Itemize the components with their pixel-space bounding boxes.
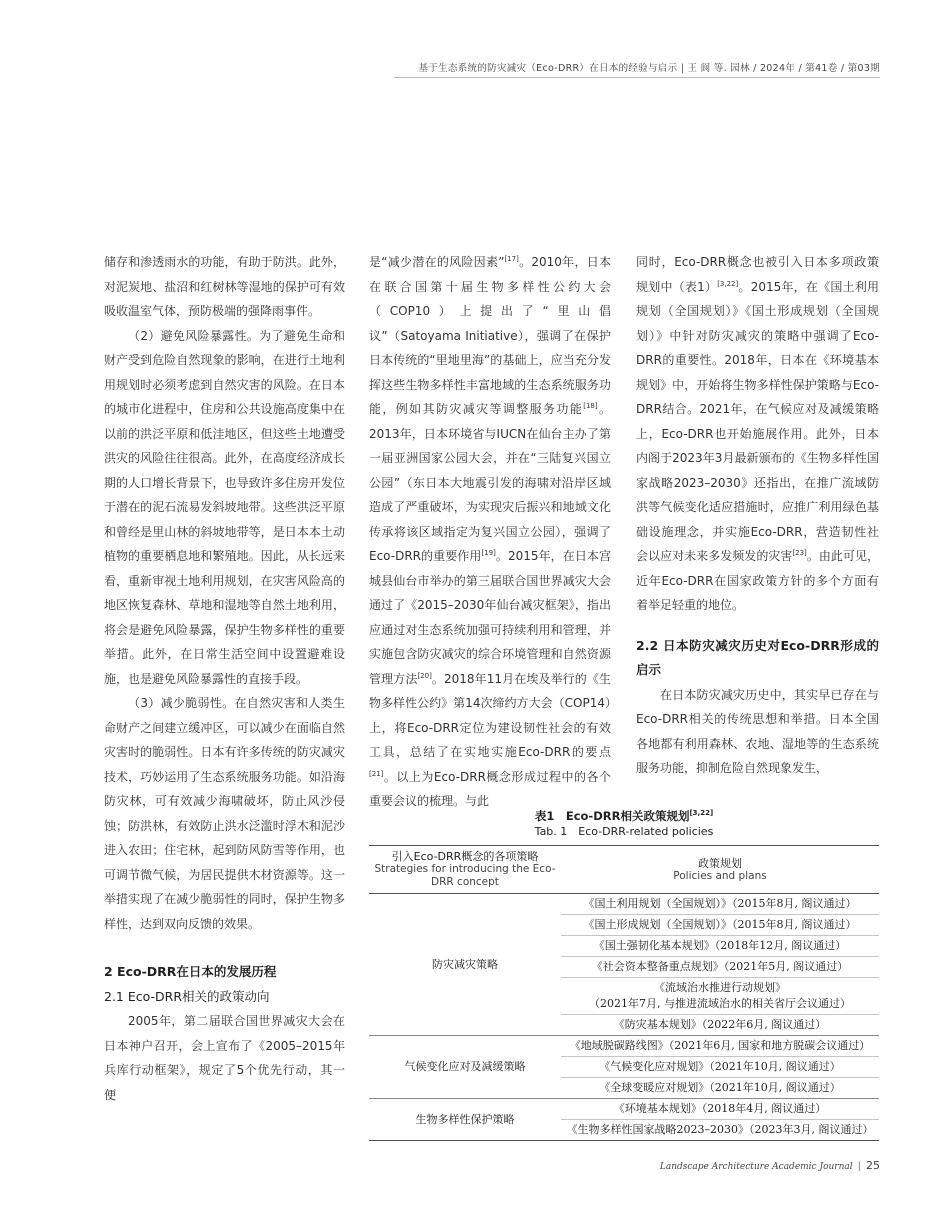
caption-text: 表1 Eco-DRR相关政策规划 [534, 809, 690, 823]
policy-cell: 《防灾基本规划》（2022年6月, 阁议通过） [561, 1015, 879, 1036]
category-cell: 防灾减灾策略 [369, 894, 561, 1036]
paragraph: 在日本防灾减灾历史中，其实早已存在与Eco-DRR相关的传统思想和举措。日本全国各地都有利用森林、农地、湿地等的生态系统服务功能，抑制危险自然现象发生， [636, 687, 879, 775]
subsection-heading: 2.1 Eco-DRR相关的政策动向 [104, 988, 270, 1004]
running-header: 基于生态系统的防灾减灾（Eco-DRR）在日本的经验与启示 | 王 阆 等. 园林 / 2024年 / 第41卷 / 第03期 [418, 63, 880, 74]
policy-cell: 《国土利用规划（全国规划）》（2015年8月, 阁议通过） [561, 894, 879, 915]
paragraph: （2）避免风险暴露性。为了避免生命和财产受到危险自然现象的影响，在进行土地利用规划时必须考虑到自然灾害的风险。在日本的城市化进程中，住房和公共设施高度集中在以前的洪泛平原和低洼地区，但这些土地遭受洪灾的风险往往很高。此外，在高度经济成长期的人口增长背景下，也导致许多住房开发位于潜在的泥石流易发斜坡地带。这些洪泛平原和曾经是里山林的斜坡地带等，是日本本土动植物的重要栖息地和繁殖地。因此，从长远来看，重新审视土地利用规划，在灾害风险高的地区恢复森林、草地和湿地等自然土地利用，将会是避免风险暴露，保护生物多样性的重要举措。此外，在日常生活空间中设置避难设施，也是避免风险暴露性的直接手段。 [104, 328, 345, 686]
text-run: 。2013年，日本环境省与IUCN在仙台主办了第一届亚洲国家公园大会，并在“三陆复兴国立公园”（东日本大地震引发的海啸对沿岸区域造成了严重破坏，为实现灾后振兴和地域文化传承将该区域指定为复兴国立公园），强调了Eco-DRR的重要作用 [369, 402, 611, 563]
section-heading: 2 Eco-DRR在日本的发展历程 [104, 964, 277, 979]
footer-separator: | [857, 1161, 861, 1172]
policy-cell [561, 978, 879, 1015]
policy-cell: 《环境基本规划》（2018年4月, 阁议通过） [561, 1099, 879, 1120]
paragraph: 2005年，第二届联合国世界减灾大会在日本神户召开，会上宣布了《2005–2015年兵库行动框架》，规定了5个优先行动，其一便 [104, 1014, 345, 1102]
journal-name: Landscape Architecture Academic Journal [659, 1162, 853, 1172]
policy-line: 《流域治水推进行动规划》 [654, 981, 786, 994]
column-header-policy [561, 846, 879, 894]
policy-cell: 《全球变暖应对规划》（2021年10月, 阁议通过） [561, 1078, 879, 1099]
citation-ref[interactable]: [21] [369, 769, 384, 778]
subsection-heading: 2.2 日本防灾减灾历史对Eco-DRR形成的启示 [636, 637, 879, 677]
policy-cell: 《地域脱碳路线图》（2021年6月, 国家和地方脱碳会议通过） [561, 1036, 879, 1057]
citation-ref[interactable]: [3,22] [717, 279, 739, 288]
table-caption-en: Tab. 1 Eco-DRR-related policies [534, 825, 714, 838]
header-cn: 引入Eco-DRR概念的各项策略 [391, 850, 539, 863]
column-1 [104, 250, 345, 1107]
paragraph [636, 250, 879, 618]
text-run: 是“减少潜在的风险因素” [369, 255, 505, 269]
text-run: 同时，Eco-DRR概念也被引入日本多项政策规划中（表1） [636, 255, 879, 294]
paragraph [369, 250, 611, 814]
table-caption-cn [369, 808, 879, 824]
policy-line: （2021年7月, 与推进流域治水的相关省厅会议通过） [589, 997, 851, 1010]
policy-cell: 《国土形成规划（全国规划）》（2015年8月, 阁议通过） [561, 915, 879, 936]
text-run: 。以上为Eco-DRR概念形成过程中的各个重要会议的梳理。与此 [369, 769, 611, 808]
citation-ref[interactable]: [23] [792, 549, 807, 557]
policy-table [369, 845, 879, 1141]
policy-cell: 《气候变化应对规划》（2021年10月, 阁议通过） [561, 1057, 879, 1078]
citation-ref[interactable]: [20] [417, 671, 432, 680]
table-row [369, 894, 879, 915]
policy-cell: 《国土强韧化基本规划》（2018年12月, 阁议通过） [561, 936, 879, 957]
column-2 [369, 250, 611, 814]
text-run: 。2010年，日本在联合国第十届生物多样性公约大会（COP10）上提出了“里山倡议”（Satoyama Initiative），强调了在保护日本传统的“里地里海”的基础上，应当充分发挥这些生物多样性丰富地域的生态系统服务功能，例如其防灾减灾等调整服务功能 [369, 255, 611, 416]
column-3 [636, 250, 879, 781]
citation-ref[interactable]: [3,22] [689, 809, 714, 817]
citation-ref[interactable]: [17] [504, 255, 519, 263]
policy-cell: 《社会资本整备重点规划》（2021年5月, 阁议通过） [561, 957, 879, 978]
citation-ref[interactable]: [19] [481, 549, 496, 557]
text-run: 。2015年，在《国土利用规划（全国规划）》《国土形成规划（全国规划）》中针对防灾减灾的策略中强调了Eco-DRR的重要性。2018年，日本在《环境基本规划》中，开始将生物多样性保护策略与Eco-DRR结合。2021年，在气候应对及减缓策略上，Eco-DRR也开始施展作用。此外，日本内阁于2023年3月最新颁布的《生物多样性国家战略2023–2030》还指出，在推广流域防洪等气候变化适应措施时，应推广利用绿色基础设施理念，并实施Eco-DRR，营造韧性社会以应对未来多发频发的灾害 [636, 279, 879, 563]
text-run: 。由此可见，近年Eco-DRR在国家政策方针的多个方面有着举足轻重的地位。 [636, 549, 879, 612]
policy-cell: 《生物多样性国家战略2023–2030》（2023年3月, 阁议通过） [561, 1120, 879, 1141]
paragraph: 储存和渗透雨水的功能，有助于防洪。此外，对泥炭地、盐沼和红树林等湿地的保护可有效吸收温室气体，预防极端的强降雨事件。 [104, 255, 345, 318]
citation-ref[interactable]: [18] [583, 402, 598, 410]
page-number: 25 [866, 1159, 880, 1172]
table-row [369, 1036, 879, 1057]
header-rule [394, 77, 880, 78]
table-header-row [369, 846, 879, 894]
page-footer [660, 1159, 880, 1172]
column-header-strategy [369, 846, 561, 894]
header-en: Policies and plans [673, 869, 767, 882]
text-run: 。2015年，在日本宫城县仙台市举办的第三届联合国世界减灾大会通过了《2015–2030年仙台减灾框架》，指出应通过对生态系统加强可持续利用和管理，并实施包含防灾减灾的综合环境管理和自然资源管理方法 [369, 549, 611, 686]
category-cell: 气候变化应对及减缓策略 [369, 1036, 561, 1099]
header-en: Strategies for introducing the Eco-DRR concept [374, 863, 556, 888]
table-row [369, 1099, 879, 1120]
text-run: 。2018年11月在埃及举行的《生物多样性公约》第14次缔约方大会（COP14）上，将Eco-DRR定位为建设韧性社会的有效工具，总结了在实地实施Eco-DRR的要点 [369, 671, 611, 759]
category-cell: 生物多样性保护策略 [369, 1099, 561, 1141]
header-cn: 政策规划 [698, 856, 742, 870]
paragraph: （3）减少脆弱性。在自然灾害和人类生命财产之间建立缓冲区，可以减少在面临自然灾害时的脆弱性。日本有许多传统的防灾减灾技术，巧妙运用了生态系统服务功能。如沿海防灾林，可有效减少海啸破坏，防止风沙侵蚀；防洪林，有效防止洪水泛滥时浮木和泥沙进入农田；住宅林，起到防风防雪等作用，也可调节微气候，为居民提供木材资源等。这一举措实现了在减少脆弱性的同时，保护生物多样性，达到双向反馈的效果。 [104, 696, 345, 931]
table-caption [369, 808, 879, 840]
